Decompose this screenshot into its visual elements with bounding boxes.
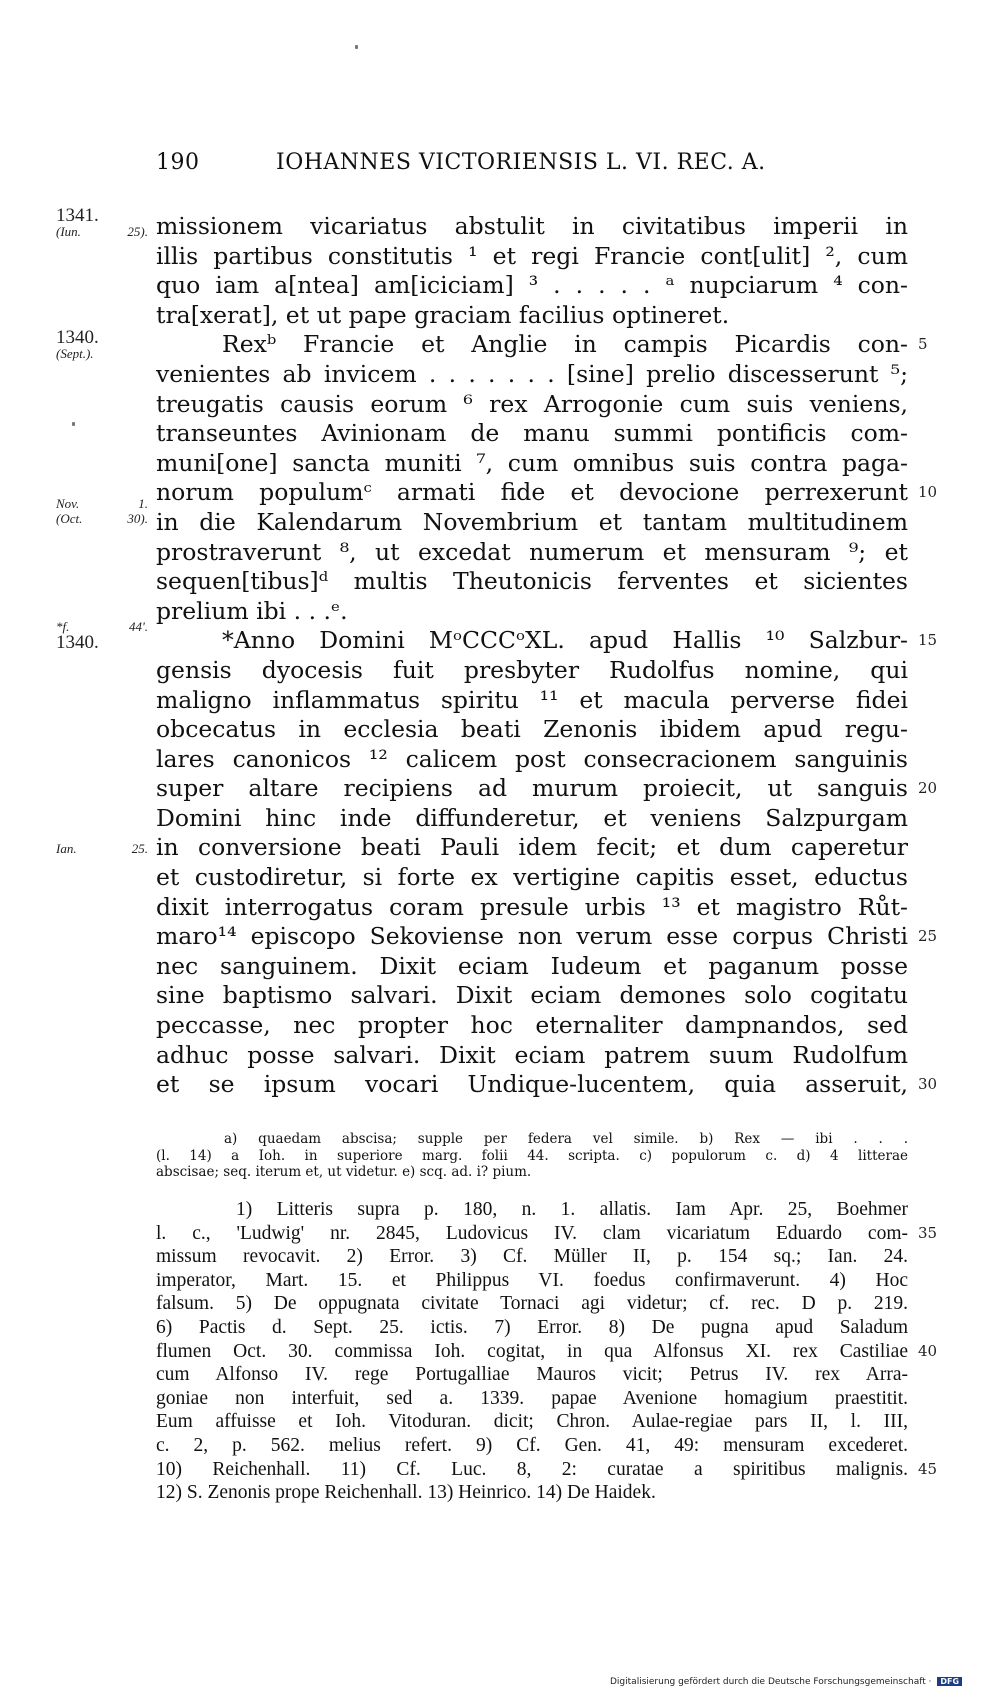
critical-apparatus <box>156 1131 908 1181</box>
footnote-line: l. c., 'Ludwig' nr. 2845, Ludovicus IV. clam vicariatum Eduardo com- 35 <box>156 1222 938 1244</box>
line-number: 45 <box>918 1459 938 1478</box>
footnote-line: imperator, Mart. 15. et Philippus VI. foedus confirmaverunt. 4) Hoc <box>156 1269 908 1291</box>
footnote-line: missum revocavit. 2) Error. 3) Cf. Müller II, p. 154 sq.; Ian. 24. <box>156 1246 908 1268</box>
text-line: lares canonicos ¹² calicem post consecracionem sanguinis <box>156 744 908 773</box>
text-line: et custodiretur, si forte ex vertigine capitis esset, eductus <box>156 863 908 892</box>
line-number: 5 <box>918 335 928 354</box>
text-line: nec sanguinem. Dixit eciam Iudeum et paganum posse <box>156 951 908 980</box>
footnote-line: flumen Oct. 30. commissa Ioh. cogitat, in qua Alfonsus XI. rex Castiliae 40 <box>156 1340 938 1362</box>
footnote-line: 6) Pactis d. Sept. 25. ictis. 7) Error. 8) De pugna apud Saladum <box>156 1316 908 1338</box>
text-line: prelium ibi . . .ᵉ. <box>156 596 348 625</box>
running-title: IOHANNES VICTORIENSIS L. VI. REC. A. <box>276 150 766 175</box>
text-line: Nov. 1. (Oct. 30). in die Kalendarum Novembrium et tantam multitudinem <box>56 495 908 536</box>
text-line: tra[xerat], et ut pape graciam facilius optineret. <box>156 300 730 329</box>
text-line: obcecatus in ecclesia beati Zenonis ibidem apud regu- <box>156 715 908 744</box>
text-line: gensis dyocesis fuit presbyter Rudolfus nomine, qui <box>156 655 908 684</box>
margin-note: *f. 44'. 1340. <box>56 619 148 654</box>
line-number: 15 <box>918 631 938 650</box>
dfg-logo: DFG <box>937 1677 962 1686</box>
line-number: 20 <box>918 779 938 798</box>
footer-text: Digitalisierung gefördert durch die Deutsche Forschungsgemeinschaft · <box>610 1677 932 1687</box>
text-line: sequen[tibus]ᵈ multis Theutonicis ferventes et sicientes <box>156 567 908 596</box>
text-line: prostraverunt ⁸, ut excedat numerum et mensuram ⁹; et <box>156 537 908 566</box>
line-number: 35 <box>918 1223 938 1242</box>
text-line: transeuntes Avinionam de manu summi pontificis com- <box>156 419 908 448</box>
text-line: Domini hinc inde diffunderetur, et veniens Salzpurgam <box>156 803 908 832</box>
line-number: 30 <box>918 1075 938 1094</box>
text-line: treugatis causis eorum ⁶ rex Arrogonie cum suis veniens, <box>156 389 908 418</box>
footnotes <box>156 1198 938 1505</box>
text-line: et se ipsum vocari Undique-lucentem, quia asseruit, 30 <box>156 1070 938 1099</box>
text-line: dixit interrogatus coram presule urbis ¹³ et magistro Růt- <box>156 892 908 921</box>
scan-speck <box>72 422 75 426</box>
text-line: Ian. 25. in conversione beati Pauli idem fecit; et dum caperetur <box>56 833 908 862</box>
footnote-line: 12) S. Zenonis prope Reichenhall. 13) Heinrico. 14) De Haidek. <box>156 1482 656 1504</box>
footnote-line: cum Alfonso IV. rege Portugalliae Mauros vicit; Petrus IV. rex Arra- <box>156 1364 908 1386</box>
text-line: super altare recipiens ad murum proiecit, ut sanguis 20 <box>156 774 938 803</box>
scan-speck <box>355 45 358 49</box>
margin-note: 1341. (Iun. 25). <box>56 205 148 239</box>
text-line: maro¹⁴ episcopo Sekoviense non verum esse corpus Christi 25 <box>156 922 938 951</box>
margin-note: Ian. 25. <box>56 841 148 857</box>
line-number: 40 <box>918 1341 938 1360</box>
page-number: 190 <box>156 150 200 175</box>
apparatus-line: (l. 14) a Ioh. in superiore marg. folii 44. scripta. c) populorum c. d) 4 litterae <box>156 1147 908 1164</box>
text-line: *f. 44'. 1340. *Anno Domini MᵒCCCᵒXL. apud Hallis ¹⁰ Salzbur- 15 <box>56 619 938 655</box>
text-line: maligno inflammatus spiritu ¹¹ et macula perverse fidei <box>156 685 908 714</box>
apparatus-line: a) quaedam abscisa; supple per federa vel simile. b) Rex — ibi . . . <box>224 1131 908 1147</box>
text-line: peccasse, nec propter hoc eternaliter dampnandos, sed <box>156 1011 908 1040</box>
text-line: 1340. (Sept.). Rexᵇ Francie et Anglie in campis Picardis con- 5 <box>56 327 928 362</box>
apparatus-line: abscisae; seq. iterum et, ut videtur. e) scq. ad. i? pium. <box>156 1164 532 1180</box>
line-number: 10 <box>918 483 938 502</box>
text-line: adhuc posse salvari. Dixit eciam patrem suum Rudolfum <box>156 1040 908 1069</box>
digitization-footer <box>610 1677 962 1687</box>
main-text <box>56 205 938 1100</box>
footnote-line: 1) Litteris supra p. 180, n. 1. allatis. Iam Apr. 25, Boehmer <box>236 1199 908 1220</box>
footnote-line: Eum affuisse et Ioh. Vitoduran. dicit; Chron. Aulae-regiae pars II, l. III, <box>156 1411 908 1433</box>
margin-note: 1340. (Sept.). <box>56 327 99 362</box>
text-line: norum populumᶜ armati fide et devocione perrexerunt 10 <box>156 478 938 507</box>
text-line: quo iam a[ntea] am[iciciam] ³ . . . . . ᵃ nupciarum ⁴ con- <box>156 271 908 300</box>
text-line: muni[one] sancta muniti ⁷, cum omnibus suis contra paga- <box>156 448 908 477</box>
footnote-line: goniae non interfuit, sed a. 1339. papae Avenione homagium praestitit. <box>156 1387 908 1409</box>
margin-note: Nov. 1. (Oct. 30). <box>56 495 148 526</box>
text-line: venientes ab invicem . . . . . . . [sine] prelio discesserunt ⁵; <box>156 359 908 388</box>
footnote-line: c. 2, p. 562. melius refert. 9) Cf. Gen. 41, 49: mensuram excederet. <box>156 1434 908 1456</box>
line-number: 25 <box>918 927 938 946</box>
text-line: sine baptismo salvari. Dixit eciam demones solo cogitatu <box>156 981 908 1010</box>
text-line: 1341. (Iun. 25). missionem vicariatus abstulit in civitatibus imperii in <box>56 205 908 240</box>
footnote-line: 10) Reichenhall. 11) Cf. Luc. 8, 2: curatae a spiritibus malignis. 45 <box>156 1458 938 1480</box>
text-line: illis partibus constitutis ¹ et regi Francie cont[ulit] ², cum <box>156 241 908 270</box>
footnote-line: falsum. 5) De oppugnata civitate Tornaci agi videtur; cf. rec. D p. 219. <box>156 1293 908 1315</box>
